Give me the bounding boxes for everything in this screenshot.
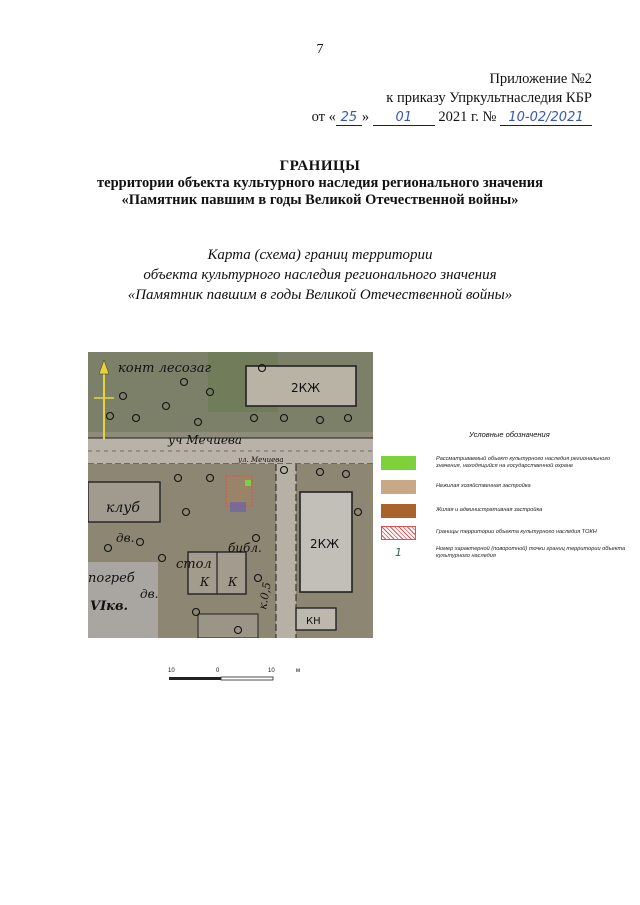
map-caption (0, 245, 640, 305)
label-vi-kv: VIкв. (90, 599, 129, 614)
appendix-line2: к приказу Упркультнаследия КБР (386, 90, 592, 106)
label-k1: К (200, 575, 210, 589)
scale-bar-graphic (168, 676, 278, 681)
legend-title: Условные обозначения (469, 430, 550, 439)
handwritten-number: 10-02/2021 (500, 111, 592, 126)
handwritten-day: 25 (336, 111, 362, 126)
boundary-map (88, 352, 373, 638)
legend-text: Номер характерной (поворотной) точки границ территории объекта культурного наследия (436, 546, 626, 559)
label-k05: к.0,5 (256, 581, 274, 611)
title-line3: «Памятник павшим в годы Великой Отечественной войны» (121, 192, 519, 208)
legend-text: Нежилая хозяйственная застройка (436, 483, 531, 489)
subtitle-line3: «Памятник павшим в годы Великой Отечественной войны» (127, 287, 513, 303)
legend-text: Рассматриваемый объект культурного наследия регионального значения, находящийся на государственной охране (436, 456, 611, 469)
scale-mid: 0 (216, 668, 220, 674)
appendix-line1: Приложение №2 (489, 71, 592, 87)
document-title (0, 158, 640, 209)
label-2kzh-top: 2КЖ (291, 381, 321, 395)
scale-bar (168, 668, 308, 682)
side-road (276, 464, 296, 638)
scale-left: 10 (168, 668, 175, 674)
subtitle-line2: объекта культурного наследия регионального значения (143, 267, 497, 283)
legend-symbol-point: 1 (395, 546, 402, 559)
label-kn: КН (306, 616, 321, 627)
legend-swatch-hatched (381, 526, 416, 540)
title-heading: ГРАНИЦЫ (279, 158, 361, 174)
label-stol: стол (176, 557, 212, 572)
legend-swatch-green (381, 456, 416, 470)
legend-text: Жилая и административная застройка (436, 507, 543, 513)
label-2kzh-right: 2КЖ (310, 537, 340, 551)
subtitle-line1: Карта (схема) границ территории (207, 247, 433, 263)
monument-object (245, 480, 251, 486)
scale-right: 10 (268, 668, 275, 674)
title-line2: территории объекта культурного наследия регионального значения (97, 175, 543, 191)
label-pogreb: погреб (88, 571, 135, 586)
appendix-block (312, 70, 592, 127)
legend-swatch-beige (381, 480, 416, 494)
scale-unit: м (296, 668, 301, 674)
year-text: 2021 г. № (438, 109, 497, 125)
label-dv2: дв. (116, 531, 135, 545)
legend-swatch-brown (381, 504, 416, 518)
label-kont-lesozag: конт лесозаг (118, 361, 212, 376)
handwritten-month: 01 (373, 111, 435, 126)
appendix-date-line (312, 108, 592, 127)
label-street-2: ул. Мечиева (238, 456, 284, 464)
from-prefix: от « (311, 109, 336, 125)
label-klub: клуб (106, 500, 140, 516)
legend-text: Границы территории объекта культурного наследия ТОКН (436, 529, 597, 535)
label-dv1: дв. (140, 587, 159, 601)
quote-close: » (361, 109, 370, 125)
label-k2: К (228, 575, 238, 589)
label-bibl: библ. (228, 541, 262, 555)
page-number: 7 (316, 42, 324, 57)
label-street-1: уч Мечиева (168, 433, 243, 447)
